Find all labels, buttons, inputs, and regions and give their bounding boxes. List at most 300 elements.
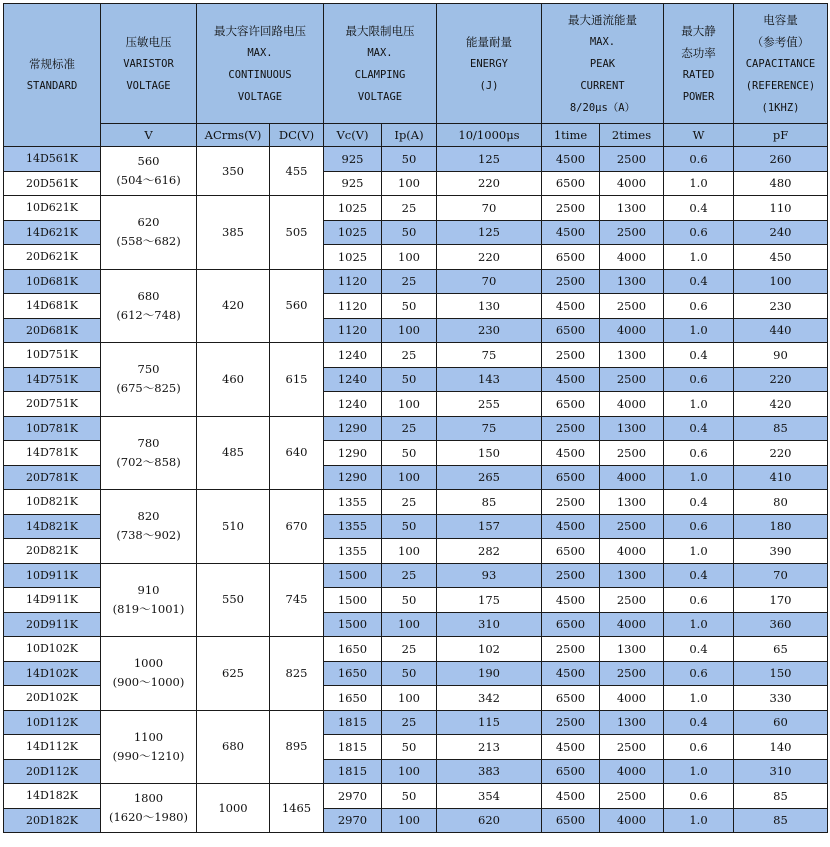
unit-pf: pF [734, 124, 828, 147]
cell-ip: 100 [382, 318, 437, 343]
header-varistor-en1: VARISTOR [123, 57, 174, 70]
cell-energy: 157 [437, 514, 542, 539]
cell-vc: 1355 [324, 490, 382, 515]
cell-ac-voltage: 625 [197, 637, 270, 711]
header-capacitance-cn2: （参考值） [751, 34, 810, 49]
header-standard [4, 4, 101, 147]
cell-power: 1.0 [664, 808, 734, 833]
cell-energy: 342 [437, 686, 542, 711]
cell-capacitance: 440 [734, 318, 828, 343]
cell-capacitance: 220 [734, 367, 828, 392]
cell-power: 1.0 [664, 245, 734, 270]
cell-1time: 2500 [542, 343, 600, 368]
cell-energy: 102 [437, 637, 542, 662]
varistor-nominal: 1100 [133, 729, 164, 744]
cell-model: 20D911K [4, 612, 101, 637]
cell-2times: 4000 [600, 612, 664, 637]
cell-power: 0.6 [664, 588, 734, 613]
cell-2times: 4000 [600, 171, 664, 196]
cell-capacitance: 85 [734, 808, 828, 833]
header-varistor-en2: VOLTAGE [126, 79, 171, 92]
cell-vc: 1815 [324, 759, 382, 784]
varistor-nominal: 680 [137, 288, 160, 303]
cell-model: 10D781K [4, 416, 101, 441]
cell-capacitance: 80 [734, 490, 828, 515]
cell-ip: 25 [382, 637, 437, 662]
spec-table-container [3, 3, 828, 833]
cell-energy: 115 [437, 710, 542, 735]
cell-energy: 310 [437, 612, 542, 637]
cell-ip: 25 [382, 269, 437, 294]
header-energy-en2: (J) [479, 79, 499, 92]
table-row [4, 637, 828, 662]
cell-dc-voltage: 505 [270, 196, 324, 270]
varistor-range: (990～1210) [112, 748, 185, 763]
header-clamping-en3: VOLTAGE [357, 90, 403, 103]
cell-power: 1.0 [664, 539, 734, 564]
cell-ac-voltage: 420 [197, 269, 270, 343]
varistor-range: (612～748) [116, 307, 181, 322]
cell-2times: 2500 [600, 588, 664, 613]
varistor-range: (702～858) [116, 454, 181, 469]
cell-2times: 2500 [600, 367, 664, 392]
cell-ac-voltage: 1000 [197, 784, 270, 833]
header-capacitance-en3: (1KHZ) [761, 101, 800, 114]
cell-ip: 100 [382, 808, 437, 833]
cell-power: 0.4 [664, 343, 734, 368]
cell-dc-voltage: 745 [270, 563, 324, 637]
cell-power: 0.4 [664, 637, 734, 662]
cell-energy: 220 [437, 171, 542, 196]
header-power-en1: RATED [682, 68, 715, 81]
header-peak-current [542, 4, 664, 124]
cell-1time: 4500 [542, 514, 600, 539]
cell-power: 0.6 [664, 441, 734, 466]
cell-vc: 1815 [324, 735, 382, 760]
cell-power: 1.0 [664, 759, 734, 784]
cell-energy: 70 [437, 196, 542, 221]
cell-power: 0.6 [664, 735, 734, 760]
varistor-range: (738～902) [116, 528, 181, 543]
cell-varistor-voltage [101, 637, 197, 711]
cell-2times: 4000 [600, 759, 664, 784]
cell-power: 0.4 [664, 196, 734, 221]
unit-1time: 1time [542, 124, 600, 147]
cell-capacitance: 170 [734, 588, 828, 613]
unit-2times: 2times [600, 124, 664, 147]
cell-varistor-voltage [101, 784, 197, 833]
header-rated-power [664, 4, 734, 124]
unit-ip: Ip(A) [382, 124, 437, 147]
cell-vc: 1025 [324, 196, 382, 221]
cell-vc: 1290 [324, 465, 382, 490]
cell-vc: 1120 [324, 318, 382, 343]
cell-vc: 1025 [324, 245, 382, 270]
varistor-nominal: 750 [137, 362, 160, 377]
cell-model: 10D821K [4, 490, 101, 515]
header-clamping-en1: MAX. [367, 46, 393, 59]
cell-ip: 25 [382, 710, 437, 735]
table-row [4, 784, 828, 809]
header-continuous-en3: VOLTAGE [237, 90, 283, 103]
cell-2times: 4000 [600, 686, 664, 711]
cell-varistor-voltage [101, 269, 197, 343]
table-row [4, 490, 828, 515]
cell-2times: 1300 [600, 710, 664, 735]
cell-1time: 4500 [542, 784, 600, 809]
header-peak-cn: 最大通流能量 [568, 12, 637, 27]
cell-capacitance: 390 [734, 539, 828, 564]
cell-1time: 6500 [542, 245, 600, 270]
cell-capacitance: 140 [734, 735, 828, 760]
header-varistor-voltage [101, 4, 197, 124]
cell-energy: 130 [437, 294, 542, 319]
cell-ip: 100 [382, 392, 437, 417]
cell-ip: 100 [382, 171, 437, 196]
cell-ip: 100 [382, 539, 437, 564]
cell-dc-voltage: 825 [270, 637, 324, 711]
cell-1time: 4500 [542, 661, 600, 686]
cell-energy: 383 [437, 759, 542, 784]
header-continuous-voltage [197, 4, 324, 124]
cell-ip: 50 [382, 147, 437, 172]
cell-vc: 1650 [324, 686, 382, 711]
cell-vc: 2970 [324, 808, 382, 833]
cell-model: 20D112K [4, 759, 101, 784]
header-peak-en2: PEAK [589, 57, 616, 70]
cell-energy: 125 [437, 147, 542, 172]
cell-varistor-voltage [101, 710, 197, 784]
header-continuous-en2: CONTINUOUS [228, 68, 292, 81]
header-power-cn1: 最大静 [681, 23, 716, 38]
cell-vc: 1815 [324, 710, 382, 735]
cell-ip: 25 [382, 416, 437, 441]
cell-2times: 2500 [600, 661, 664, 686]
cell-power: 1.0 [664, 465, 734, 490]
header-capacitance [734, 4, 828, 124]
unit-energy: 10/1000μs [437, 124, 542, 147]
cell-1time: 4500 [542, 588, 600, 613]
cell-dc-voltage: 1465 [270, 784, 324, 833]
cell-2times: 1300 [600, 196, 664, 221]
cell-energy: 282 [437, 539, 542, 564]
cell-ip: 100 [382, 245, 437, 270]
cell-vc: 1025 [324, 220, 382, 245]
cell-ip: 100 [382, 465, 437, 490]
cell-capacitance: 110 [734, 196, 828, 221]
cell-energy: 75 [437, 416, 542, 441]
cell-energy: 230 [437, 318, 542, 343]
header-standard-cn: 常规标准 [29, 57, 75, 71]
table-row [4, 563, 828, 588]
cell-power: 0.6 [664, 514, 734, 539]
cell-vc: 1290 [324, 441, 382, 466]
header-clamping-voltage [324, 4, 437, 124]
varistor-nominal: 1000 [133, 656, 164, 671]
varistor-range: (504～616) [116, 173, 181, 187]
cell-ac-voltage: 485 [197, 416, 270, 490]
cell-energy: 255 [437, 392, 542, 417]
cell-1time: 2500 [542, 269, 600, 294]
cell-model: 14D621K [4, 220, 101, 245]
header-energy [437, 4, 542, 124]
cell-2times: 2500 [600, 220, 664, 245]
cell-model: 10D621K [4, 196, 101, 221]
cell-ip: 100 [382, 686, 437, 711]
cell-ip: 25 [382, 563, 437, 588]
varistor-nominal: 780 [137, 435, 160, 450]
cell-power: 1.0 [664, 392, 734, 417]
header-row [4, 4, 828, 124]
cell-capacitance: 180 [734, 514, 828, 539]
cell-power: 0.6 [664, 784, 734, 809]
cell-model: 20D621K [4, 245, 101, 270]
varistor-range: (558～682) [116, 234, 181, 249]
cell-capacitance: 100 [734, 269, 828, 294]
cell-2times: 2500 [600, 441, 664, 466]
header-continuous-cn: 最大容许回路电压 [214, 23, 306, 38]
cell-vc: 1355 [324, 514, 382, 539]
header-standard-en: STANDARD [26, 80, 78, 92]
cell-model: 10D102K [4, 637, 101, 662]
header-power-en2: POWER [682, 90, 715, 103]
cell-model: 14D821K [4, 514, 101, 539]
cell-model: 14D681K [4, 294, 101, 319]
cell-model: 10D751K [4, 343, 101, 368]
cell-capacitance: 65 [734, 637, 828, 662]
header-energy-en1: ENERGY [470, 57, 508, 70]
cell-model: 14D911K [4, 588, 101, 613]
cell-vc: 1240 [324, 392, 382, 417]
cell-dc-voltage: 670 [270, 490, 324, 564]
cell-vc: 1650 [324, 637, 382, 662]
cell-1time: 6500 [542, 392, 600, 417]
cell-varistor-voltage [101, 343, 197, 417]
header-capacitance-en1: CAPACITANCE [745, 57, 816, 70]
cell-ip: 50 [382, 784, 437, 809]
cell-energy: 213 [437, 735, 542, 760]
cell-ip: 100 [382, 759, 437, 784]
header-clamping-cn: 最大限制电压 [345, 23, 415, 38]
cell-vc: 925 [324, 171, 382, 196]
cell-model: 14D751K [4, 367, 101, 392]
cell-1time: 2500 [542, 710, 600, 735]
cell-energy: 75 [437, 343, 542, 368]
cell-ip: 25 [382, 490, 437, 515]
cell-energy: 125 [437, 220, 542, 245]
cell-1time: 4500 [542, 147, 600, 172]
cell-energy: 620 [437, 808, 542, 833]
varistor-nominal: 620 [137, 215, 160, 230]
cell-varistor-voltage [101, 147, 197, 196]
unit-dc: DC(V) [270, 124, 324, 147]
cell-2times: 4000 [600, 318, 664, 343]
cell-energy: 354 [437, 784, 542, 809]
cell-2times: 1300 [600, 637, 664, 662]
cell-power: 1.0 [664, 686, 734, 711]
cell-vc: 1120 [324, 294, 382, 319]
cell-model: 10D112K [4, 710, 101, 735]
cell-2times: 4000 [600, 465, 664, 490]
cell-2times: 2500 [600, 294, 664, 319]
cell-capacitance: 240 [734, 220, 828, 245]
cell-energy: 150 [437, 441, 542, 466]
cell-model: 20D821K [4, 539, 101, 564]
table-row [4, 416, 828, 441]
cell-1time: 2500 [542, 563, 600, 588]
cell-vc: 1355 [324, 539, 382, 564]
cell-2times: 1300 [600, 416, 664, 441]
cell-energy: 93 [437, 563, 542, 588]
cell-model: 14D102K [4, 661, 101, 686]
cell-2times: 1300 [600, 563, 664, 588]
cell-model: 14D112K [4, 735, 101, 760]
cell-capacitance: 330 [734, 686, 828, 711]
cell-power: 1.0 [664, 612, 734, 637]
cell-energy: 175 [437, 588, 542, 613]
varistor-nominal: 560 [137, 154, 160, 168]
cell-capacitance: 85 [734, 784, 828, 809]
cell-ip: 50 [382, 588, 437, 613]
varistor-range: (900～1000) [112, 675, 185, 690]
cell-2times: 2500 [600, 735, 664, 760]
cell-energy: 85 [437, 490, 542, 515]
cell-1time: 4500 [542, 735, 600, 760]
cell-energy: 143 [437, 367, 542, 392]
cell-power: 0.4 [664, 416, 734, 441]
varistor-spec-table [3, 3, 828, 833]
header-peak-en1: MAX. [589, 35, 616, 48]
cell-2times: 4000 [600, 245, 664, 270]
cell-vc: 1500 [324, 588, 382, 613]
cell-ac-voltage: 385 [197, 196, 270, 270]
unit-vc: Vc(V) [324, 124, 382, 147]
table-row [4, 147, 828, 172]
cell-model: 20D781K [4, 465, 101, 490]
cell-model: 10D911K [4, 563, 101, 588]
cell-model: 20D751K [4, 392, 101, 417]
cell-capacitance: 310 [734, 759, 828, 784]
cell-ip: 50 [382, 441, 437, 466]
cell-ip: 25 [382, 343, 437, 368]
cell-2times: 1300 [600, 269, 664, 294]
spec-table-body [4, 147, 828, 833]
cell-capacitance: 150 [734, 661, 828, 686]
header-capacitance-en2: (REFERENCE) [745, 79, 816, 92]
cell-ac-voltage: 680 [197, 710, 270, 784]
cell-2times: 2500 [600, 147, 664, 172]
unit-acrms: ACrms(V) [197, 124, 270, 147]
cell-capacitance: 220 [734, 441, 828, 466]
cell-dc-voltage: 640 [270, 416, 324, 490]
cell-1time: 2500 [542, 637, 600, 662]
cell-model: 14D781K [4, 441, 101, 466]
cell-capacitance: 360 [734, 612, 828, 637]
header-power-cn2: 态功率 [681, 45, 716, 60]
cell-dc-voltage: 615 [270, 343, 324, 417]
header-peak-en4: 8/20μs（A） [569, 101, 636, 114]
cell-ip: 50 [382, 220, 437, 245]
cell-capacitance: 85 [734, 416, 828, 441]
cell-model: 10D681K [4, 269, 101, 294]
cell-power: 0.4 [664, 710, 734, 735]
cell-1time: 4500 [542, 294, 600, 319]
cell-power: 1.0 [664, 318, 734, 343]
unit-w: W [664, 124, 734, 147]
cell-capacitance: 420 [734, 392, 828, 417]
cell-ac-voltage: 550 [197, 563, 270, 637]
table-row [4, 710, 828, 735]
cell-capacitance: 480 [734, 171, 828, 196]
cell-1time: 4500 [542, 367, 600, 392]
cell-2times: 2500 [600, 514, 664, 539]
header-peak-en3: CURRENT [580, 79, 625, 92]
cell-capacitance: 90 [734, 343, 828, 368]
cell-2times: 4000 [600, 808, 664, 833]
cell-varistor-voltage [101, 490, 197, 564]
cell-model: 20D102K [4, 686, 101, 711]
varistor-range: (1620～1980) [108, 810, 188, 824]
cell-energy: 190 [437, 661, 542, 686]
cell-2times: 4000 [600, 392, 664, 417]
cell-energy: 220 [437, 245, 542, 270]
cell-vc: 1650 [324, 661, 382, 686]
cell-power: 0.6 [664, 367, 734, 392]
cell-model: 20D561K [4, 171, 101, 196]
cell-1time: 6500 [542, 759, 600, 784]
cell-1time: 6500 [542, 686, 600, 711]
cell-power: 0.6 [664, 661, 734, 686]
cell-model: 20D681K [4, 318, 101, 343]
header-energy-cn: 能量耐量 [466, 34, 512, 49]
cell-1time: 2500 [542, 416, 600, 441]
cell-capacitance: 70 [734, 563, 828, 588]
cell-dc-voltage: 560 [270, 269, 324, 343]
cell-varistor-voltage [101, 563, 197, 637]
cell-energy: 70 [437, 269, 542, 294]
cell-power: 1.0 [664, 171, 734, 196]
cell-2times: 4000 [600, 539, 664, 564]
header-capacitance-cn1: 电容量 [763, 12, 798, 27]
cell-varistor-voltage [101, 196, 197, 270]
cell-ip: 50 [382, 367, 437, 392]
cell-ip: 50 [382, 514, 437, 539]
varistor-range: (819～1001) [112, 601, 185, 616]
cell-2times: 2500 [600, 784, 664, 809]
cell-dc-voltage: 895 [270, 710, 324, 784]
units-row [4, 124, 828, 147]
cell-capacitance: 60 [734, 710, 828, 735]
unit-v: V [101, 124, 197, 147]
cell-ac-voltage: 350 [197, 147, 270, 196]
varistor-nominal: 820 [137, 509, 160, 524]
cell-varistor-voltage [101, 416, 197, 490]
cell-ac-voltage: 510 [197, 490, 270, 564]
cell-vc: 1240 [324, 367, 382, 392]
cell-ip: 50 [382, 661, 437, 686]
cell-power: 0.6 [664, 220, 734, 245]
cell-vc: 1290 [324, 416, 382, 441]
cell-1time: 6500 [542, 539, 600, 564]
cell-vc: 2970 [324, 784, 382, 809]
cell-1time: 4500 [542, 441, 600, 466]
cell-vc: 1120 [324, 269, 382, 294]
cell-model: 14D561K [4, 147, 101, 172]
cell-2times: 1300 [600, 343, 664, 368]
cell-1time: 6500 [542, 808, 600, 833]
header-continuous-en1: MAX. [247, 46, 273, 59]
header-clamping-en2: CLAMPING [354, 68, 406, 81]
